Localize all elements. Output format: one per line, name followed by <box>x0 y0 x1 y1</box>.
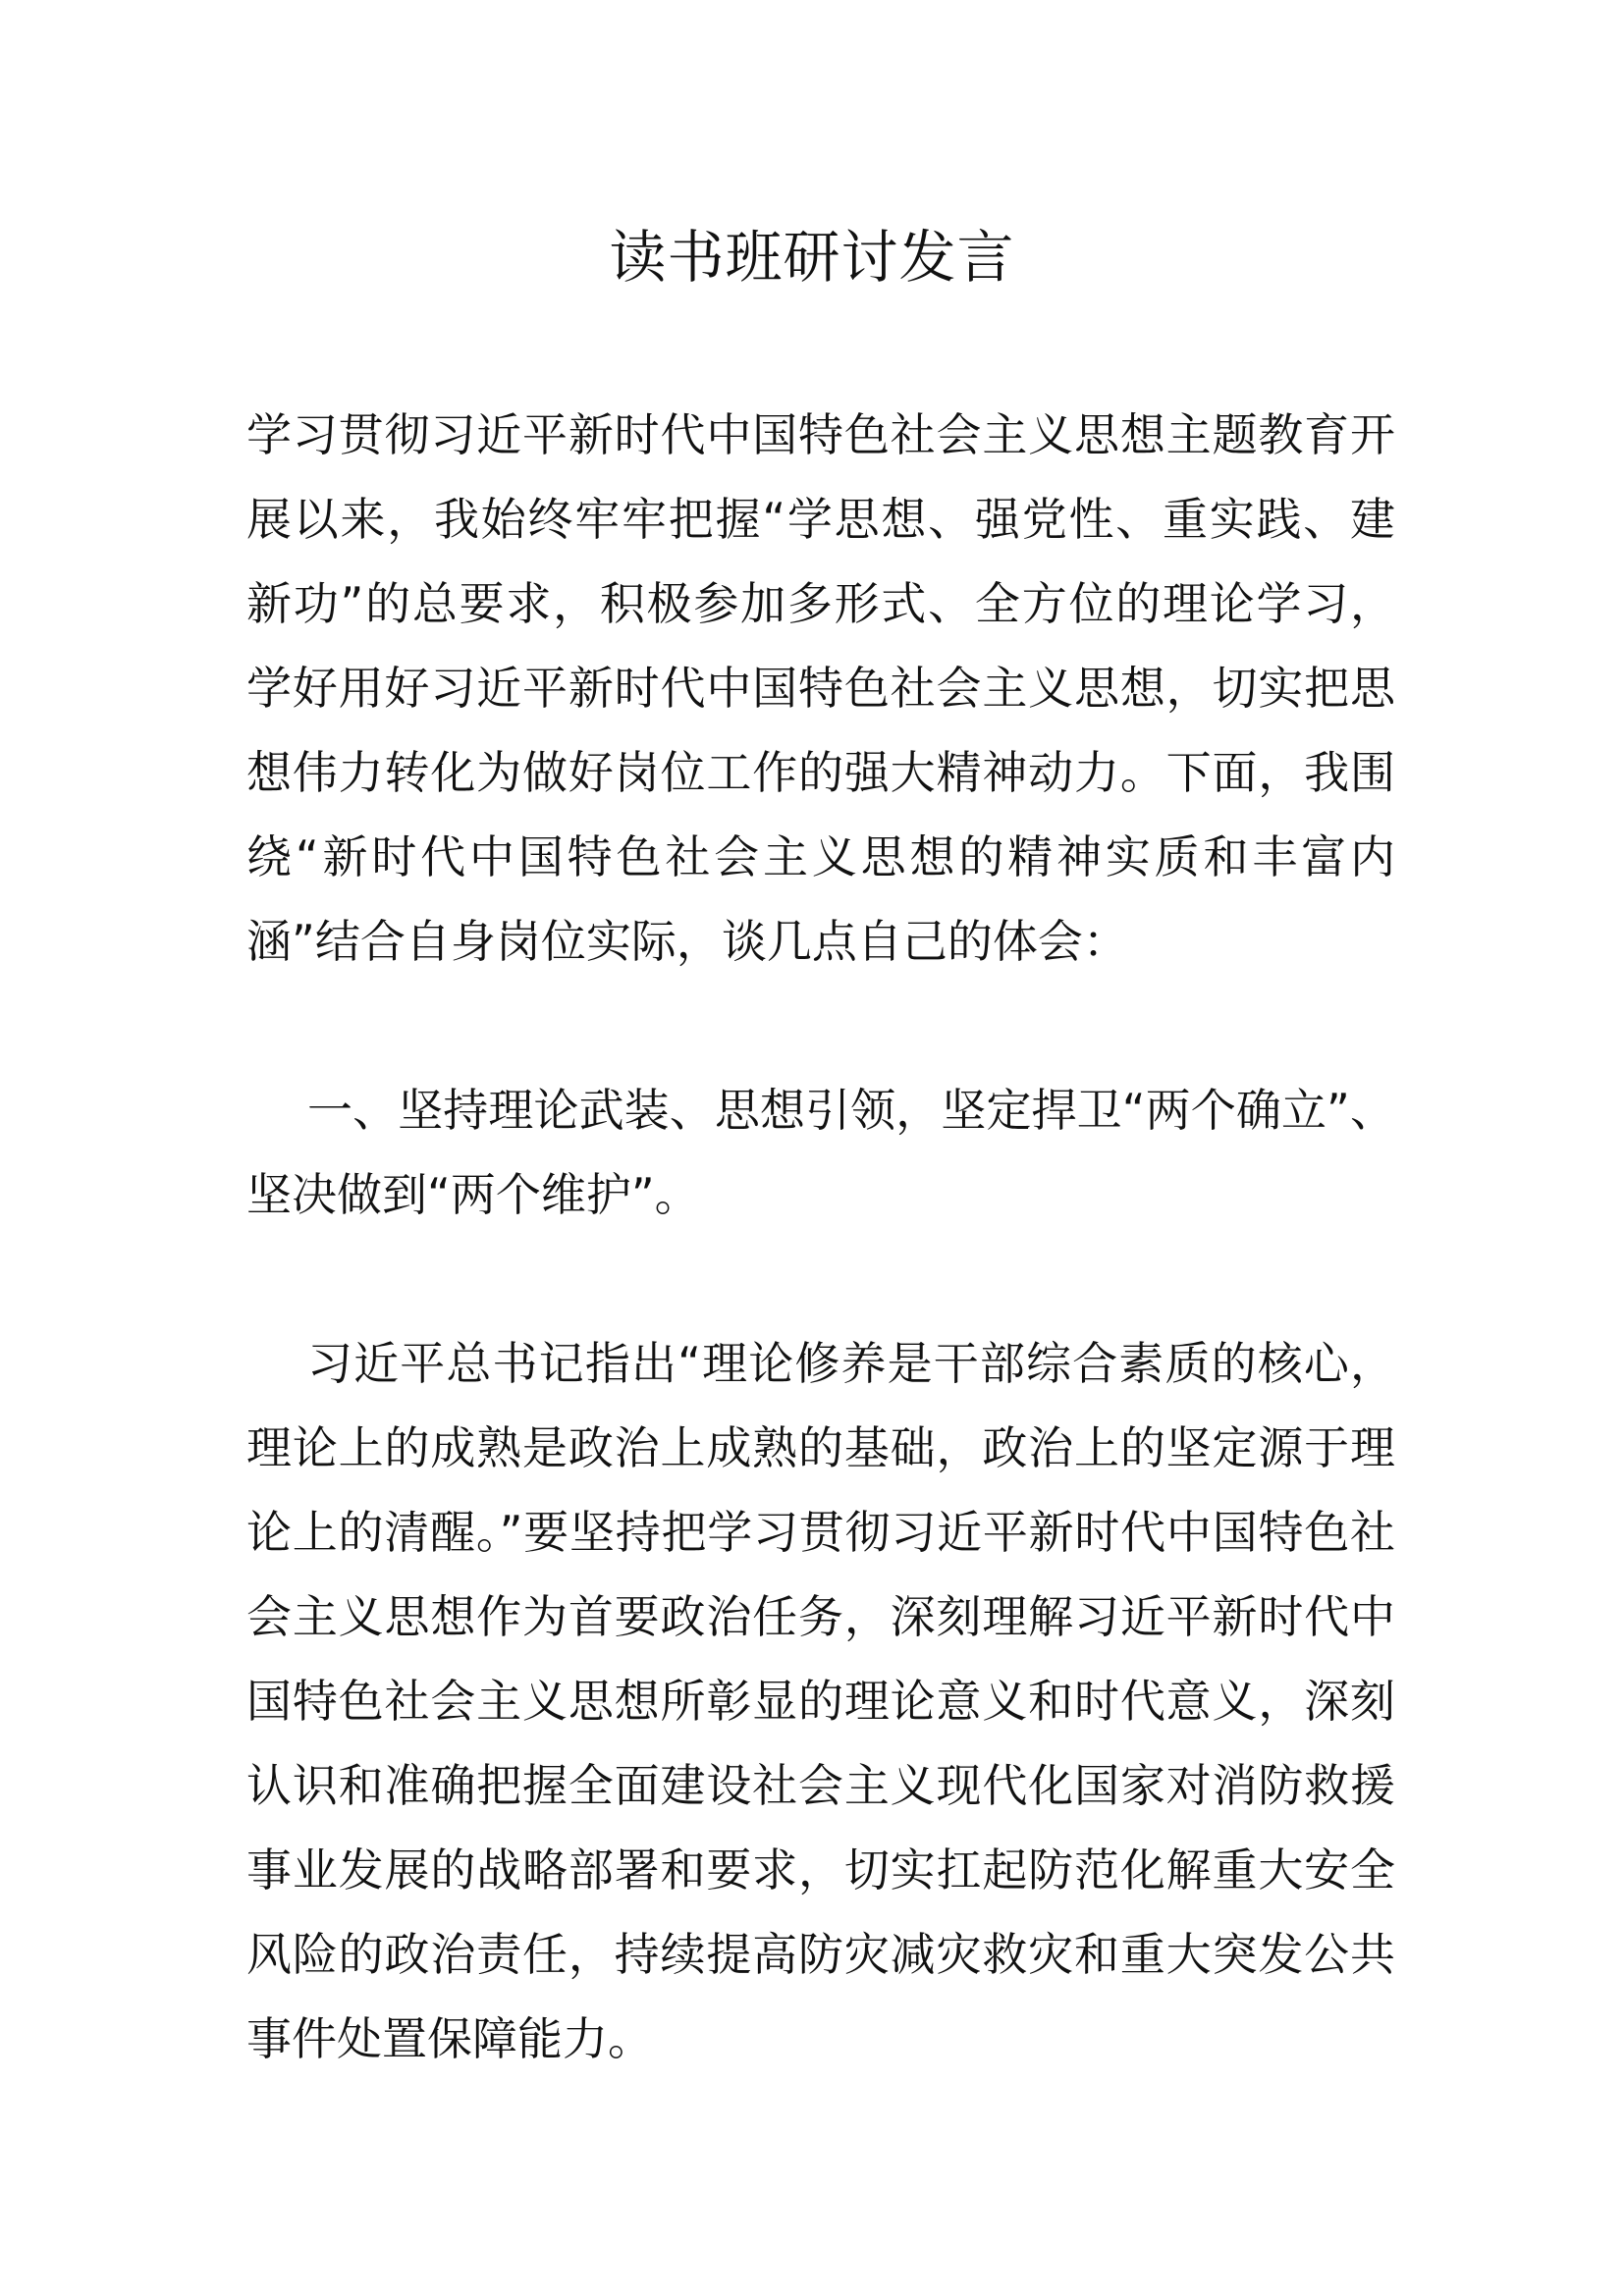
paragraph-gap <box>246 984 1395 1068</box>
document-body <box>246 393 1395 2081</box>
document-title: 读书班研讨发言 <box>609 224 1015 291</box>
section-heading-one: 一、坚持理论武装、思想引领，坚定捍卫“两个确立”、坚决做到“两个维护”。 <box>246 1084 1395 1221</box>
body-paragraph: 习近平总书记指出“理论修养是干部综合素质的核心，理论上的成熟是政治上成熟的基础，政治上的坚定源于理论上的清醒。”要坚持把学习贯彻习近平新时代中国特色社会主义思想作为首要政治任务，深刻理解习近平新时代中国特色社会主义思想所彰显的理论意义和时代意义，深刻认识和准确把握全面建设社会主义现代化国家对消防救援事业发展的战略部署和要求，切实扛起防范化解重大安全风险的政治责任，持续提高防灾减灾救灾和重大突发公共事件处置保障能力。 <box>246 1337 1395 2065</box>
paragraph-gap <box>246 1237 1395 1321</box>
intro-paragraph: 学习贯彻习近平新时代中国特色社会主义思想主题教育开展以来，我始终牢牢把握“学思想、强党性、重实践、建新功”的总要求，积极参加多形式、全方位的理论学习，学好用好习近平新时代中国特色社会主义思想，切实把思想伟力转化为做好岗位工作的强大精神动力。下面，我围绕“新时代中国特色社会主义思想的精神实质和丰富内涵”结合自身岗位实际，谈几点自己的体会： <box>246 408 1395 968</box>
